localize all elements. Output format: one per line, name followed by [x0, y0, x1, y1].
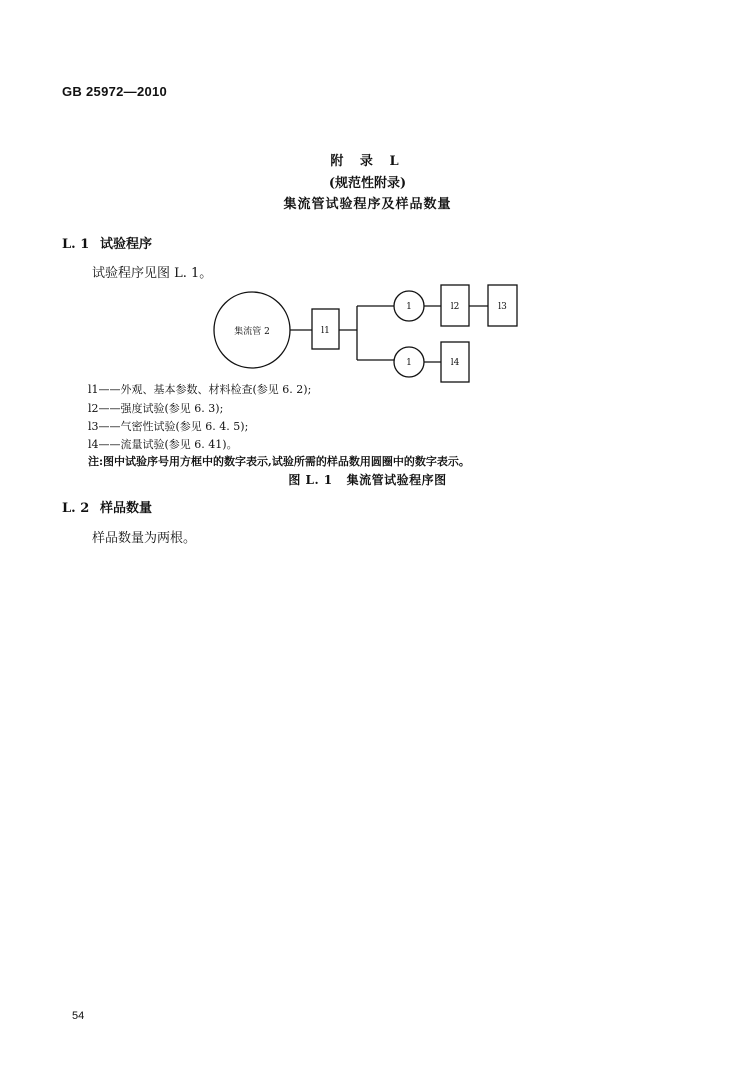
section-title: 试验程序: [100, 237, 153, 252]
section-title: 样品数量: [100, 501, 153, 516]
legend-item-l2: l2——强度试验(参见 6. 3);: [88, 402, 224, 415]
annex-kind: (规范性附录): [328, 176, 407, 191]
figure-note: 注:图中试验序号用方框中的数字表示,试验所需的样品数用圆圈中的数字表示。: [88, 455, 470, 468]
section-paragraph-1: 试验程序见图 L. 1。: [92, 266, 213, 281]
box-l3-label: l3: [498, 302, 507, 312]
box-l4-label: l4: [450, 358, 460, 368]
standard-code: GB 25972—2010: [62, 84, 168, 99]
main-circle-label: 集流管 2: [234, 327, 270, 337]
annex-title: 附 录 L: [330, 154, 405, 169]
figure-caption: [0, 471, 735, 488]
section-heading-2: [62, 497, 152, 516]
box-l1-label: l1: [321, 326, 330, 336]
legend-item-l1: l1——外观、基本参数、材料检查(参见 6. 2);: [88, 383, 312, 396]
section-number: L. 2: [62, 501, 90, 516]
annex-name: 集流管试验程序及样品数量: [283, 197, 452, 212]
legend-item-l3: l3——气密性试验(参见 6. 4. 5);: [88, 420, 249, 433]
box-l2-label: l2: [450, 302, 460, 312]
page-number: 54: [72, 1010, 85, 1022]
sample-circle-top-label: 1: [406, 302, 412, 312]
figure-caption-label: 图 L. 1: [288, 473, 333, 487]
section-paragraph-2: 样品数量为两根。: [92, 531, 197, 546]
section-number: L. 1: [62, 237, 90, 252]
figure-caption-title: 集流管试验程序图: [346, 473, 447, 487]
legend-item-l4: l4——流量试验(参见 6. 41)。: [88, 438, 238, 451]
sample-circle-bottom-label: 1: [406, 358, 412, 368]
